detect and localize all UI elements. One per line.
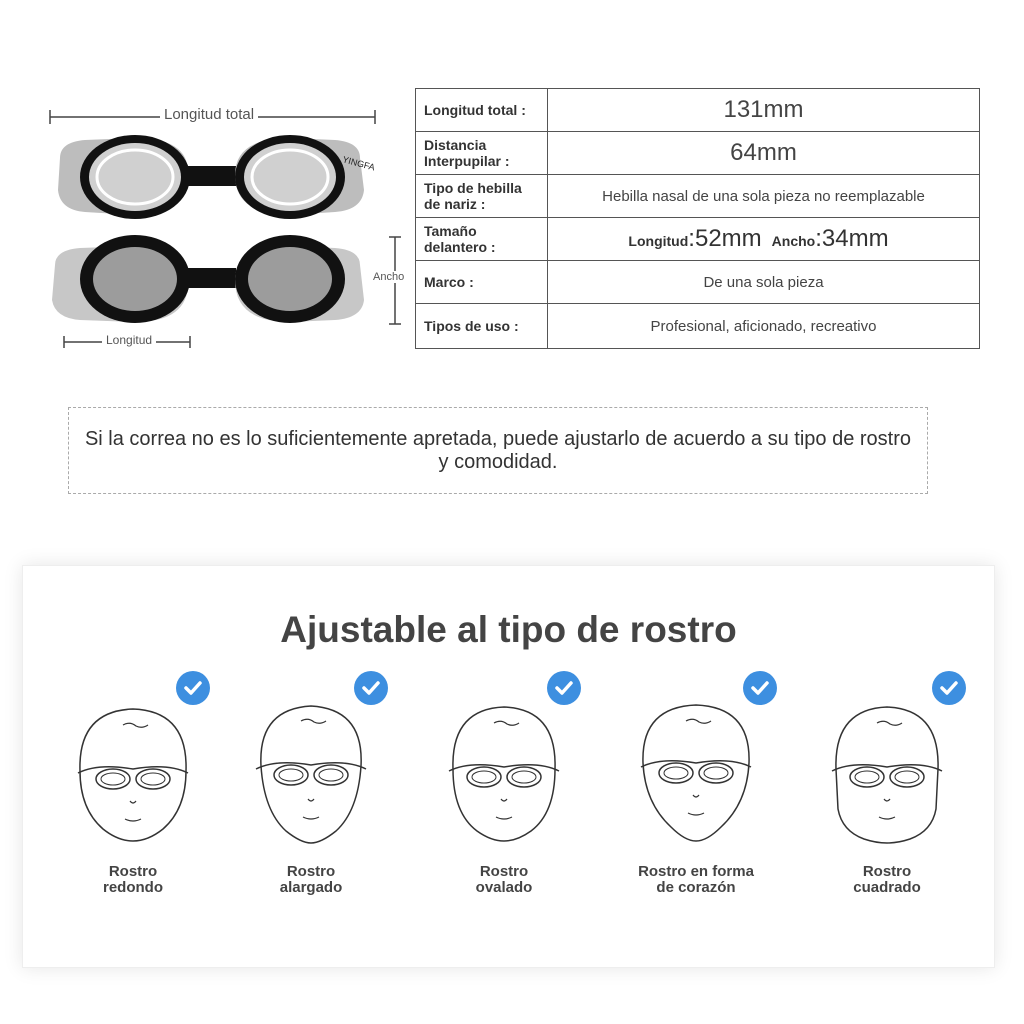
face-item-square — [792, 671, 982, 911]
face-label — [792, 864, 982, 896]
spec-value: 131mm — [548, 89, 980, 132]
table-row — [416, 89, 980, 132]
face-label — [601, 864, 791, 896]
front-length-label: Longitud — [628, 233, 689, 249]
face-label-line1: Rostro en forma — [638, 863, 754, 880]
spec-value: Hebilla nasal de una sola pieza no reemplazable — [548, 175, 980, 218]
face-label-line2: cuadrado — [853, 879, 921, 896]
spec-key: Longitud total : — [416, 89, 548, 132]
brand-logo: YINGFA — [341, 154, 376, 173]
front-width-value: :34mm — [815, 225, 889, 252]
spec-key: Tamaño delantero : — [416, 218, 548, 261]
strap-note-box — [68, 407, 928, 494]
goggles-illustration — [40, 100, 420, 360]
spec-value: De una sola pieza — [548, 261, 980, 304]
spec-key: Tipo de hebilla de nariz : — [416, 175, 548, 218]
square-face-icon — [822, 691, 952, 851]
spec-value: 64mm — [548, 132, 980, 175]
front-length-value: :52mm — [688, 225, 762, 252]
face-types-panel — [22, 565, 995, 968]
table-row — [416, 304, 980, 349]
face-item-oval — [409, 671, 599, 911]
spec-table — [415, 88, 980, 349]
face-types-title: Ajustable al tipo de rostro — [280, 609, 737, 650]
table-row — [416, 261, 980, 304]
face-label — [38, 864, 228, 896]
spec-value-front-size — [548, 218, 980, 261]
face-label-line1: Rostro — [479, 863, 529, 880]
spec-key: Marco : — [416, 261, 548, 304]
face-label-line2: ovalado — [475, 879, 533, 896]
face-item-long — [216, 671, 406, 911]
face-label — [216, 864, 406, 896]
table-row — [416, 218, 980, 261]
length-label: Longitud — [102, 333, 156, 347]
long-face-icon — [246, 691, 376, 851]
table-row — [416, 132, 980, 175]
face-label-line2: redondo — [103, 879, 163, 896]
spec-key: Distancia Interpupilar : — [416, 132, 548, 175]
face-label-line1: Rostro — [862, 863, 912, 880]
face-item-round — [38, 671, 228, 911]
face-label-line1: Rostro — [286, 863, 336, 880]
face-label-line2: de corazón — [656, 879, 736, 896]
face-item-heart — [601, 671, 791, 911]
spec-value: Profesional, aficionado, recreativo — [548, 304, 980, 349]
width-label: Ancho — [373, 271, 405, 283]
face-label-line2: alargado — [279, 879, 343, 896]
face-label-line1: Rostro — [108, 863, 158, 880]
oval-face-icon — [439, 691, 569, 851]
strap-note-text: Si la correa no es lo suficientemente apretada, puede ajustarlo de acuerdo a su tipo de rostro y comodidad. — [84, 427, 912, 473]
table-row — [416, 175, 980, 218]
goggles-diagram — [40, 100, 420, 360]
round-face-icon — [68, 691, 198, 851]
front-width-label: Ancho — [771, 233, 816, 249]
heart-face-icon — [631, 691, 761, 851]
face-label — [409, 864, 599, 896]
total-length-label: Longitud total — [160, 106, 258, 123]
spec-key: Tipos de uso : — [416, 304, 548, 349]
